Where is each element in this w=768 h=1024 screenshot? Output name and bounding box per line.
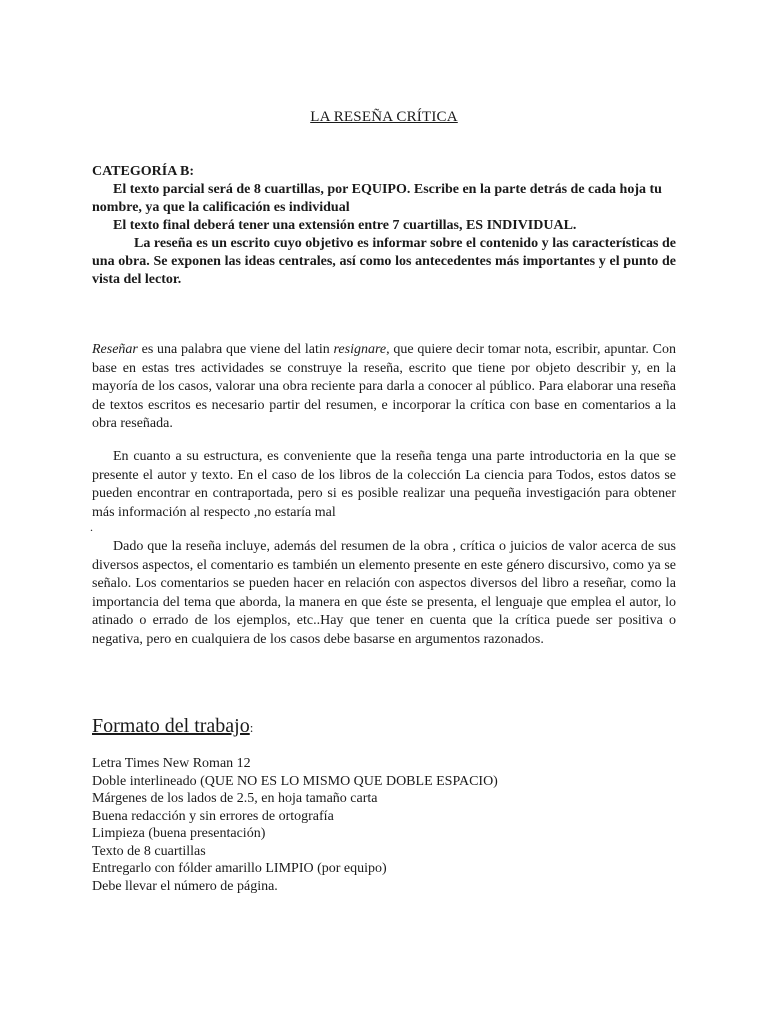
term-resignare: resignare [333, 342, 387, 357]
paragraph-structure [92, 448, 676, 522]
list-item: Buena redacción y sin errores de ortografía [92, 808, 334, 824]
format-list [92, 755, 498, 895]
list-item: Márgenes de los lados de 2.5, en hoja tamaño carta [92, 791, 378, 806]
list-item: Debe llevar el número de página. [92, 878, 278, 894]
paragraph-resenar [92, 341, 676, 434]
paragraph-text: es una palabra que viene del latin [137, 342, 334, 357]
paragraph-commentary [92, 538, 676, 649]
format-heading [92, 715, 253, 738]
list-item: Doble interlineado (QUE NO ES LO MISMO QUE DOBLE ESPACIO) [92, 773, 498, 789]
review-definition: La reseña es un escrito cuyo objetivo es informar sobre el contenido y las características de una obra. Se exponen las ideas centrales, así como los antecedentes más importantes y el punto de vista del lector. [92, 236, 676, 287]
format-heading-colon: : [249, 720, 254, 735]
list-item: Entregarlo con fólder amarillo LIMPIO (por equipo) [92, 861, 387, 876]
paragraph-text: Dado que la reseña incluye, además del resumen de la obra , crítica o juicios de valor acerca de sus diversos aspectos, el comentario es también un elemento presente en este género discursivo, como ya se señalo. Los comentarios se pueden hacer en relación con aspectos diversos del libro a reseñar, como la importancia del tema que aborda, la manera en que éste se presenta, el lenguaje que emplea el autor, lo atinado o errado de los ejemplos, etc..Hay que tener en cuenta que la crítica puede ser positiva o negativa, pero en cualquiera de los casos debe basarse en argumentos razonados. [92, 539, 676, 647]
paragraph-text: En cuanto a su estructura, es conveniente que la reseña tenga una parte introductoria en la que se presente el autor y texto. En el caso de los libros de la colección La ciencia para Todos, estos datos se pueden encontrar en contraportada, pero si es posible realizar una pequeña investigación para obtener más información al respecto ,no estaría mal [92, 449, 676, 520]
format-heading-text: Formato del trabajo [92, 715, 250, 737]
stray-period: . [90, 520, 93, 534]
category-label: CATEGORÍA B: [92, 164, 195, 179]
term-resenar: Reseñar [92, 342, 138, 357]
final-text-instruction: El texto final deberá tener una extensión entre 7 cuartillas, ES INDIVIDUAL. [113, 218, 577, 233]
paragraph-text: , que quiere decir tomar nota, escribir, apuntar. Con base en estas tres actividades se construye la reseña, escrito que tiene por objeto describir y, en la mayoría de los casos, valorar una obra reciente para darla a conocer al público. Para elaborar una reseña de textos escritos es necesario partir del resumen, e incorporar la crítica con base en comentarios a la obra reseñada. [92, 342, 676, 431]
document-title: LA RESEÑA CRÍTICA [310, 109, 458, 125]
list-item: Letra Times New Roman 12 [92, 756, 251, 771]
list-item: Limpieza (buena presentación) [92, 826, 266, 841]
partial-text-instruction: El texto parcial será de 8 cuartillas, por EQUIPO. Escribe en la parte detrás de cada hoja tu nombre, ya que la calificación es individual [92, 182, 662, 215]
list-item: Texto de 8 cuartillas [92, 843, 206, 859]
instructions-block [92, 163, 676, 289]
